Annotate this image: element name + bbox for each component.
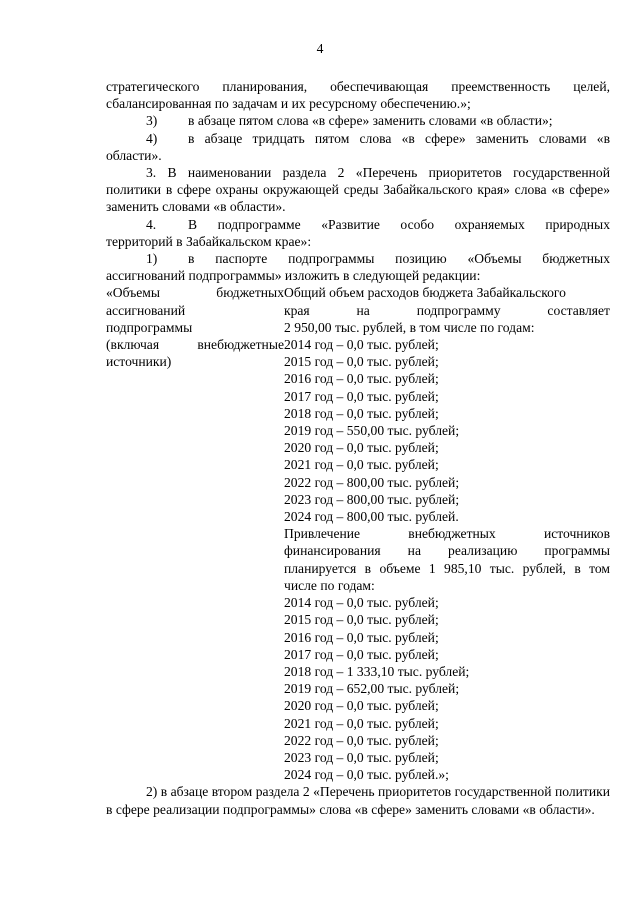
- extra-year-row: 2017 год – 0,0 тыс. рублей;: [284, 646, 439, 662]
- extra-year-row: 2020 год – 0,0 тыс. рублей;: [284, 698, 439, 714]
- extra-intro-line-1: [284, 525, 610, 542]
- budget-year-row: 2017 год – 0,0 тыс. рублей;: [284, 388, 439, 404]
- item-3: [106, 112, 610, 129]
- budget-year-row: 2016 год – 0,0 тыс. рублей;: [284, 371, 439, 387]
- passport-right-column: [284, 284, 610, 783]
- item-4: [106, 130, 610, 147]
- budget-intro-line-3: 2 950,00 тыс. рублей, в том числе по годам:: [284, 319, 535, 335]
- paragraph-4-text: В подпрограмме «Развитие особо охраняемых природных: [188, 216, 610, 232]
- left-word: бюджетных: [216, 285, 284, 301]
- budget-year-row: 2020 год – 0,0 тыс. рублей;: [284, 440, 439, 456]
- passport-table: [106, 284, 610, 783]
- extra-intro-line-3: планируется в объеме 1 985,10 тыс. рублей, в том: [284, 560, 610, 576]
- extra-year-row: 2024 год – 0,0 тыс. рублей.»;: [284, 767, 449, 783]
- budget-intro-line-1: Общий объем расходов бюджета Забайкальского: [284, 285, 566, 301]
- extra-year-row: 2015 год – 0,0 тыс. рублей;: [284, 612, 439, 628]
- left-line-2: ассигнований: [106, 302, 186, 318]
- extra-year-row: 2016 год – 0,0 тыс. рублей;: [284, 629, 439, 645]
- extra-word: Привлечение: [284, 526, 361, 542]
- left-line-3: подпрограммы: [106, 319, 193, 335]
- extra-year-row: 2019 год – 652,00 тыс. рублей;: [284, 681, 460, 697]
- page-number: 4: [316, 41, 324, 56]
- left-line-1: [106, 284, 284, 301]
- intro-word: подпрограмму: [416, 302, 501, 318]
- paragraph-4: [106, 216, 610, 233]
- left-line-5: источники): [106, 354, 172, 370]
- extra-intro-line-2: финансирования на реализацию программы: [284, 543, 610, 559]
- item-4-continuation: области».: [106, 147, 162, 163]
- left-word: внебюджетные: [197, 337, 284, 353]
- budget-year-row: 2023 год – 800,00 тыс. рублей;: [284, 491, 460, 507]
- subitem-1: [106, 250, 610, 267]
- paragraph-4-continuation: территорий в Забайкальском крае»:: [106, 233, 312, 249]
- subitem-1-text: в паспорте подпрограммы позицию «Объемы бюджетных: [188, 251, 610, 267]
- intro-word: составляет: [547, 302, 610, 318]
- paragraph-4-number: 4.: [146, 216, 157, 232]
- item-4-number: 4): [146, 130, 158, 146]
- item-4-text: в абзаце тридцать пятом слова «в сфере» заменить словами «в: [188, 130, 610, 146]
- budget-year-row: 2024 год – 800,00 тыс. рублей.: [284, 509, 459, 525]
- item-3-number: 3): [146, 113, 158, 129]
- extra-intro-line-4: числе по годам:: [284, 577, 375, 593]
- intro-word: края: [284, 302, 310, 318]
- extra-year-row: 2014 год – 0,0 тыс. рублей;: [284, 595, 439, 611]
- document-body: [106, 78, 610, 818]
- extra-year-row: 2022 год – 0,0 тыс. рублей;: [284, 732, 439, 748]
- budget-year-row: 2014 год – 0,0 тыс. рублей;: [284, 337, 439, 353]
- paragraph-last: 2) в абзаце втором раздела 2 «Перечень приоритетов государственной политики в сфере реализации подпрограммы» слова «в сфере» заменить словами «в области».: [106, 784, 610, 817]
- extra-word: внебюджетных: [408, 526, 496, 542]
- budget-year-row: 2021 год – 0,0 тыс. рублей;: [284, 457, 439, 473]
- subitem-1-continuation: ассигнований подпрограммы» изложить в следующей редакции:: [106, 268, 481, 284]
- left-word: «Объемы: [106, 285, 160, 301]
- subitem-1-number: 1): [146, 251, 158, 267]
- budget-year-row: 2015 год – 0,0 тыс. рублей;: [284, 354, 439, 370]
- budget-year-row: 2019 год – 550,00 тыс. рублей;: [284, 423, 460, 439]
- budget-intro-line-2: [284, 302, 610, 319]
- budget-year-row: 2022 год – 800,00 тыс. рублей;: [284, 474, 460, 490]
- extra-year-row: 2021 год – 0,0 тыс. рублей;: [284, 715, 439, 731]
- passport-left-column: [106, 284, 284, 783]
- left-line-4: [106, 336, 284, 353]
- left-word: (включая: [106, 337, 160, 353]
- paragraph-3: 3. В наименовании раздела 2 «Перечень приоритетов государственной политики в сфере охраны окружающей среды Забайкальского края» слова «в сфере» заменить словами «в области».: [106, 165, 610, 215]
- extra-year-row: 2018 год – 1 333,10 тыс. рублей;: [284, 663, 470, 679]
- intro-word: на: [356, 302, 370, 318]
- budget-year-row: 2018 год – 0,0 тыс. рублей;: [284, 405, 439, 421]
- extra-word: источников: [543, 526, 610, 542]
- item-3-text: в абзаце пятом слова «в сфере» заменить словами «в области»;: [188, 113, 553, 129]
- extra-year-row: 2023 год – 0,0 тыс. рублей;: [284, 749, 439, 765]
- paragraph-continuation: стратегического планирования, обеспечивающая преемственность целей, сбалансированная по задачам и их ресурсному обеспечению.»;: [106, 79, 610, 112]
